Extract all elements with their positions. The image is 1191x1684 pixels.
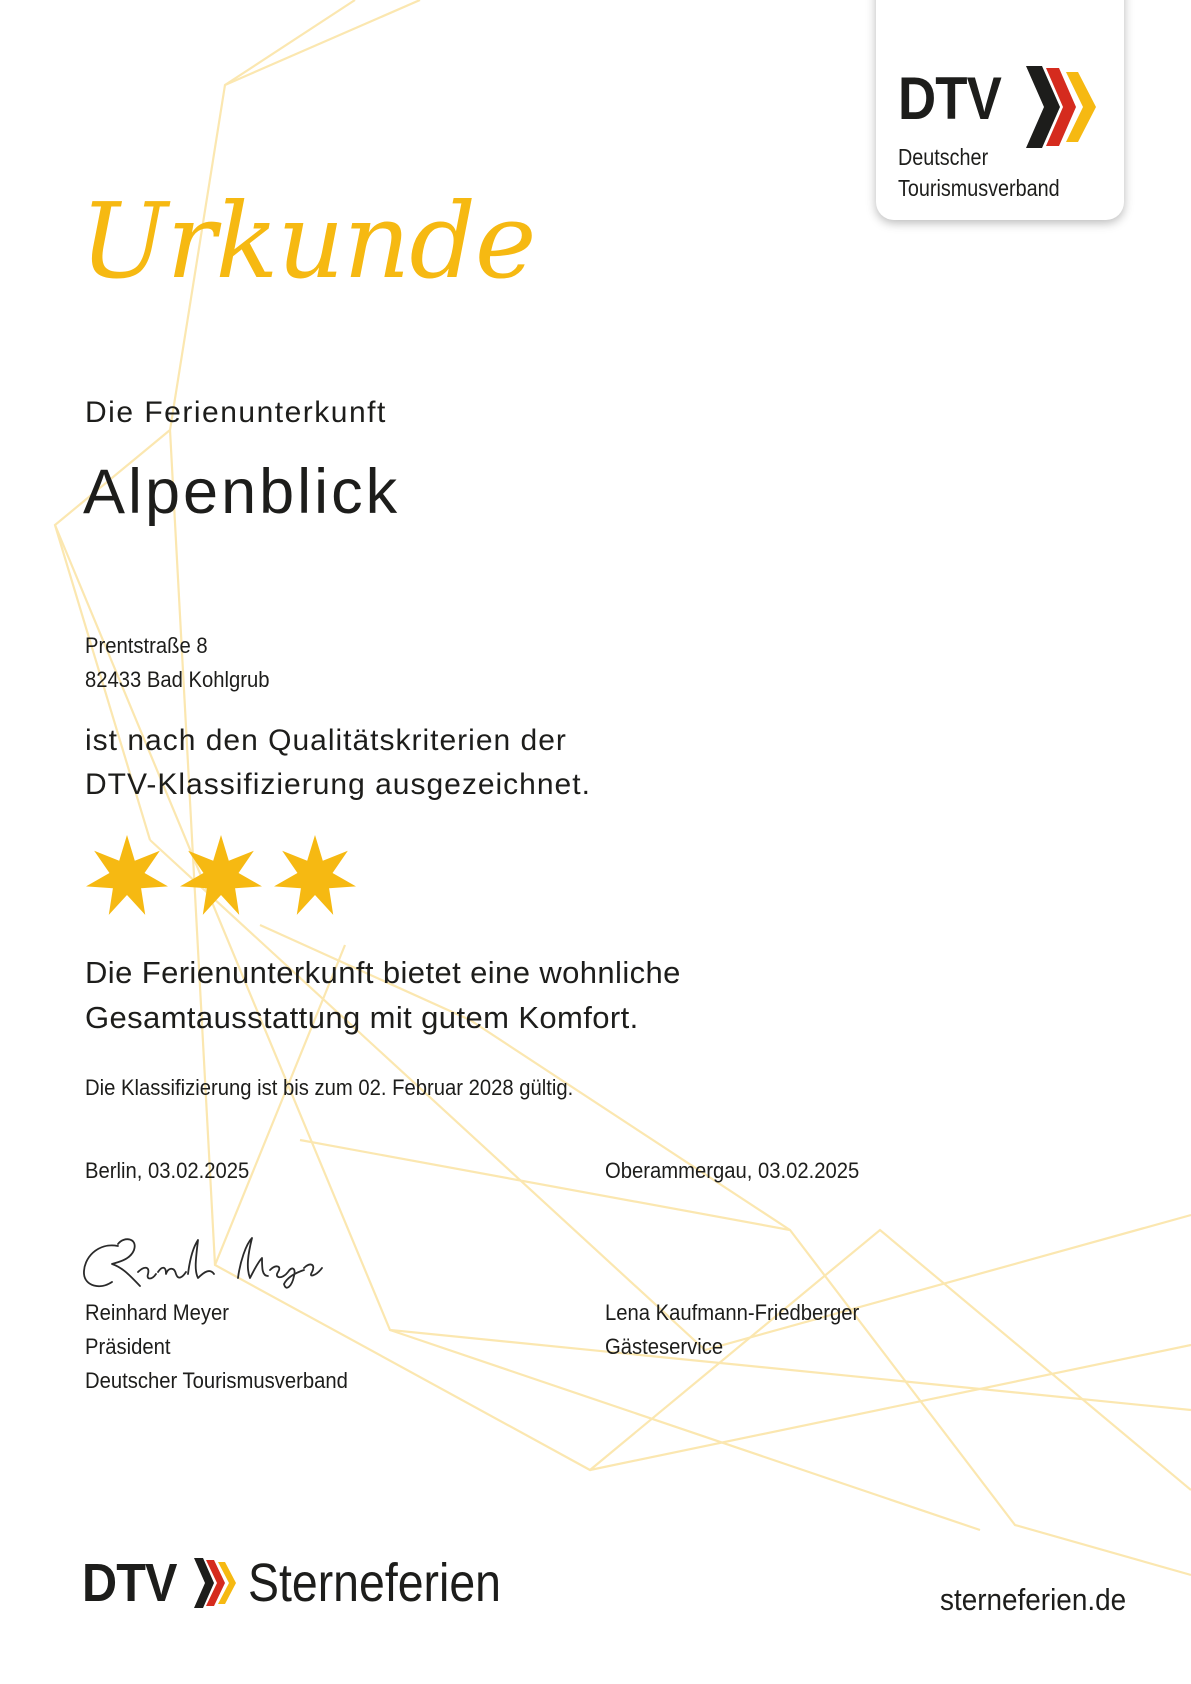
logo-abbr: DTV	[898, 65, 1001, 132]
description-line2: Gesamtausstattung mit gutem Komfort.	[85, 1000, 639, 1035]
dtv-chevrons-icon	[194, 1558, 240, 1608]
left-signatory-organization: Deutscher Tourismusverband	[85, 1368, 348, 1393]
star-rating	[84, 834, 364, 920]
address-city: 82433 Bad Kohlgrub	[85, 667, 270, 692]
logo-name-line2: Tourismusverband	[898, 175, 1060, 201]
statement-line2: DTV-Klassifizierung ausgezeichnet.	[85, 768, 591, 801]
star-icon	[272, 834, 358, 920]
star-icon	[178, 834, 264, 920]
right-place-date: Oberammergau, 03.02.2025	[605, 1158, 860, 1183]
dtv-chevrons-icon	[1026, 66, 1106, 148]
address-street: Prentstraße 8	[85, 633, 208, 658]
intro-text: Die Ferienunterkunft	[85, 396, 387, 429]
description-line1: Die Ferienunterkunft bietet eine wohnliche	[85, 955, 681, 990]
left-signatory-name: Reinhard Meyer	[85, 1300, 229, 1325]
logo-name-line1: Deutscher	[898, 144, 989, 170]
dtv-logo-card	[876, 0, 1124, 220]
statement-line1: ist nach den Qualitätskriterien der	[85, 724, 567, 757]
right-signatory-role: Gästeservice	[605, 1334, 724, 1359]
footer-website: sterneferien.de	[940, 1582, 1127, 1617]
footer-brand-abbr: DTV	[82, 1553, 177, 1613]
star-icon	[84, 834, 170, 920]
right-signatory-name: Lena Kaufmann-Friedberger	[605, 1300, 860, 1325]
left-place-date: Berlin, 03.02.2025	[85, 1158, 250, 1183]
property-name: Alpenblick	[83, 457, 401, 527]
footer-brand-name: Sterneferien	[248, 1553, 502, 1613]
left-signatory-role: Präsident	[85, 1334, 171, 1359]
signature-reinhard-meyer	[78, 1228, 328, 1298]
certificate-title: Urkunde	[80, 180, 536, 302]
validity-text: Die Klassifizierung ist bis zum 02. Februar 2028 gültig.	[85, 1075, 574, 1100]
